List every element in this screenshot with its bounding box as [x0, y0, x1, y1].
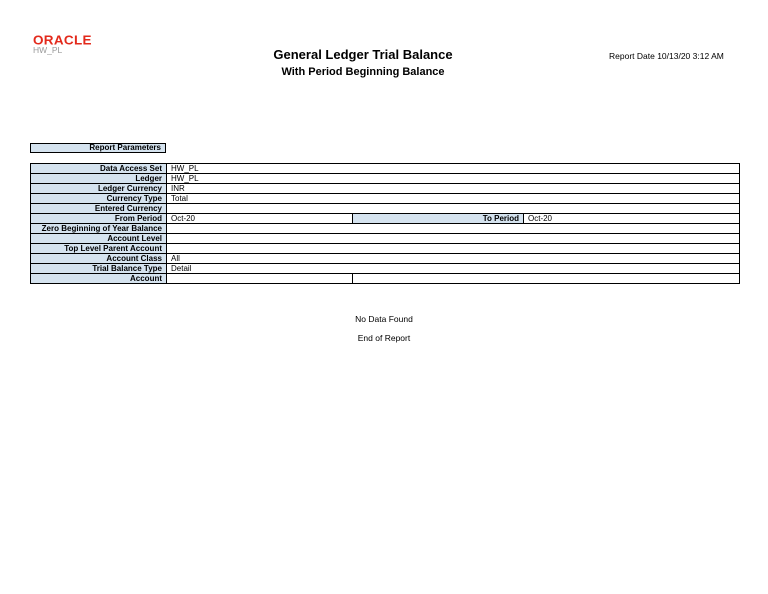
param-row-zero-beginning — [31, 224, 740, 234]
report-subtitle: With Period Beginning Balance — [281, 66, 445, 78]
param-label: To Period — [353, 214, 524, 224]
param-row-account-class — [31, 254, 740, 264]
param-label: Account Class — [31, 254, 167, 264]
param-label: Currency Type — [31, 194, 167, 204]
param-row-ledger — [31, 174, 740, 184]
param-value: HW_PL — [167, 164, 740, 174]
no-data-message: No Data Found — [355, 314, 413, 324]
param-row-entered-currency — [31, 204, 740, 214]
param-label: Entered Currency — [31, 204, 167, 214]
param-row-top-level-parent — [31, 244, 740, 254]
param-row-ledger-currency — [31, 184, 740, 194]
param-value — [167, 204, 740, 214]
param-value: Oct-20 — [167, 214, 353, 224]
param-label: From Period — [31, 214, 167, 224]
param-label: Top Level Parent Account — [31, 244, 167, 254]
param-value: Total — [167, 194, 740, 204]
param-label: Account Level — [31, 234, 167, 244]
param-row-data-access-set — [31, 164, 740, 174]
param-row-trial-balance-type — [31, 264, 740, 274]
param-row-period-range — [31, 214, 740, 224]
param-value-extra — [353, 274, 740, 284]
param-label: Trial Balance Type — [31, 264, 167, 274]
param-label: Zero Beginning of Year Balance — [31, 224, 167, 234]
param-row-account-level — [31, 234, 740, 244]
param-value — [167, 274, 353, 284]
param-value — [167, 244, 740, 254]
param-label: Account — [31, 274, 167, 284]
oracle-wordmark: ORACLE — [33, 33, 92, 48]
param-value: HW_PL — [167, 174, 740, 184]
param-label: Data Access Set — [31, 164, 167, 174]
report-parameters-heading: Report Parameters — [30, 143, 166, 153]
param-row-account — [31, 274, 740, 284]
end-of-report-message: End of Report — [357, 333, 411, 343]
ledger-caption: HW_PL — [33, 45, 63, 55]
param-row-currency-type — [31, 194, 740, 204]
param-value — [167, 234, 740, 244]
param-value: Detail — [167, 264, 740, 274]
report-parameters-table — [30, 163, 740, 284]
param-value: INR — [167, 184, 740, 194]
report-date: Report Date 10/13/20 3:12 AM — [609, 51, 724, 61]
param-value — [167, 224, 740, 234]
param-value: Oct-20 — [524, 214, 740, 224]
report-title: General Ledger Trial Balance — [273, 47, 453, 62]
param-label: Ledger — [31, 174, 167, 184]
param-label: Ledger Currency — [31, 184, 167, 194]
param-value: All — [167, 254, 740, 264]
